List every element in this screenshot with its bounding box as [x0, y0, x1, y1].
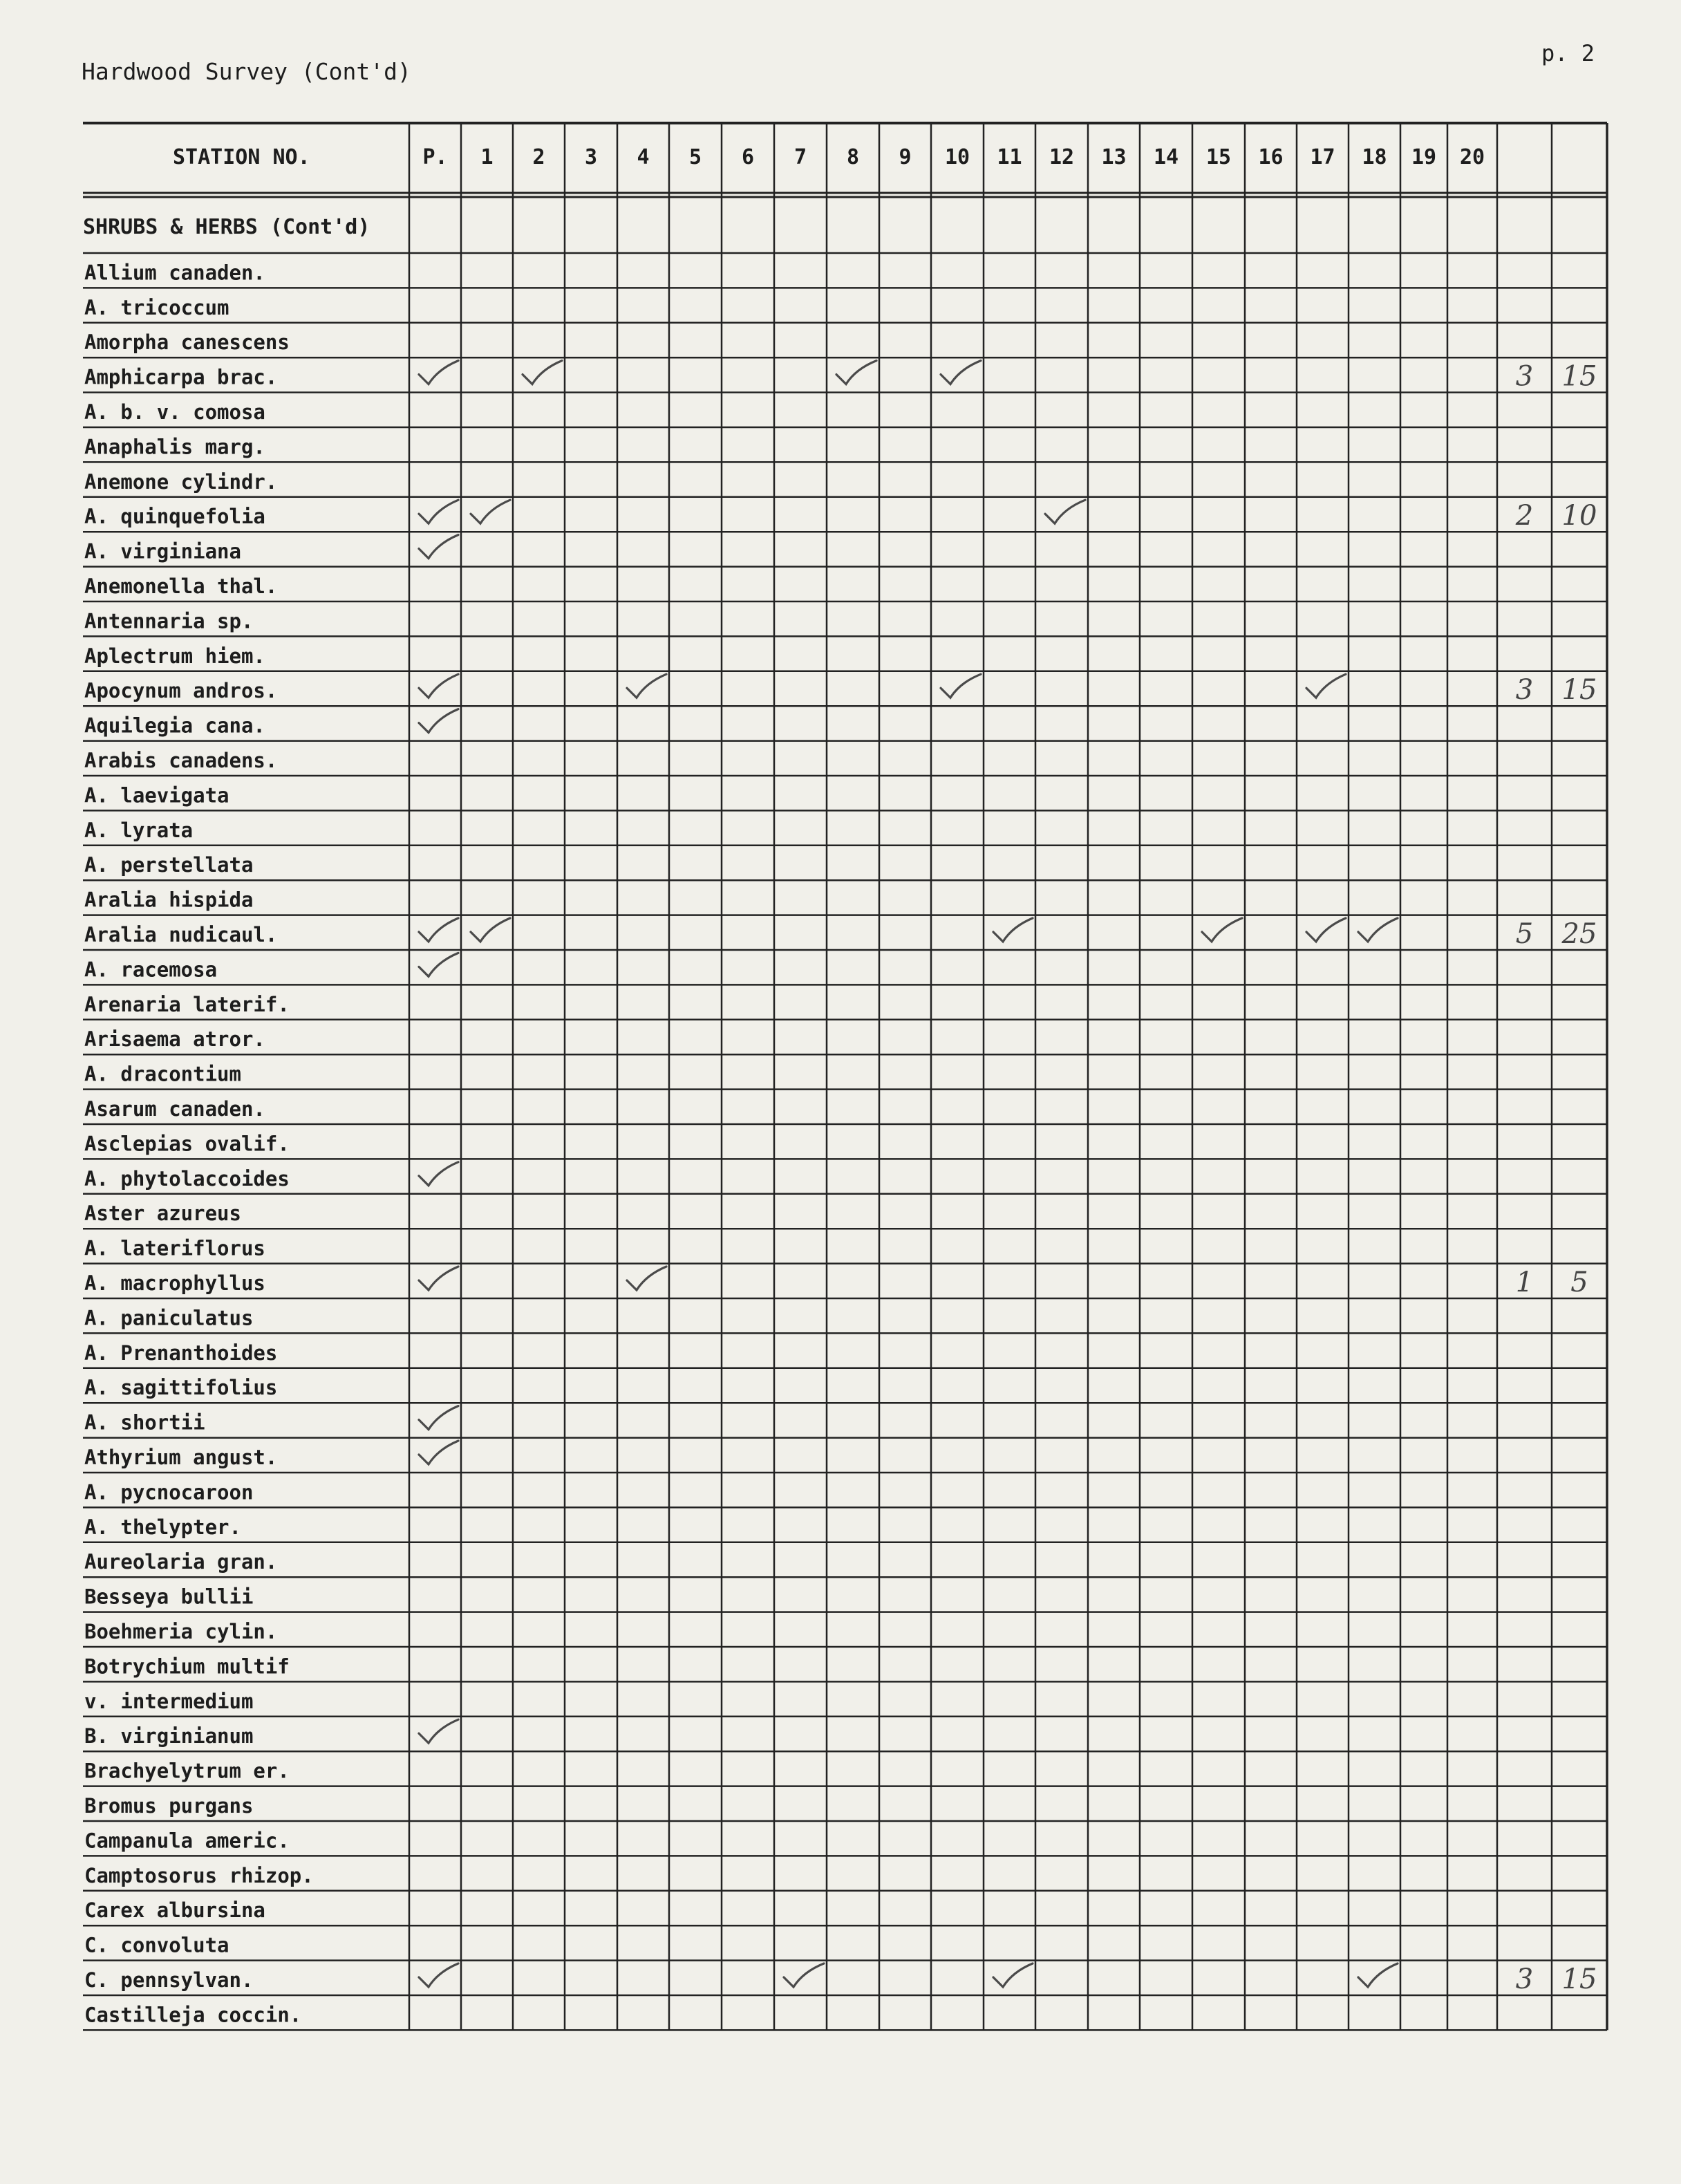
species-label: A. quinquefolia: [84, 505, 265, 529]
column-header-7: 7: [793, 145, 807, 169]
check-mark: [419, 535, 458, 559]
column-header-p: P.: [422, 145, 448, 169]
column-header-14: 14: [1153, 145, 1179, 169]
check-mark: [993, 1963, 1033, 1987]
species-label: A. lateriflorus: [84, 1236, 265, 1260]
species-label: A. pycnocaroon: [84, 1480, 254, 1504]
frequency-percent: 5: [1570, 1267, 1588, 1298]
column-header-17: 17: [1310, 145, 1335, 169]
species-label: Botrychium multif: [84, 1654, 290, 1679]
species-label: Aquilegia cana.: [84, 713, 265, 738]
column-header-9: 9: [899, 145, 912, 169]
species-label: A. b. v. comosa: [84, 400, 265, 424]
column-header-20: 20: [1459, 145, 1485, 169]
species-label: C. convoluta: [84, 1933, 229, 1957]
species-label: A. dracontium: [84, 1062, 241, 1086]
species-label: Aureolaria gran.: [84, 1550, 278, 1574]
species-label: Amphicarpa brac.: [84, 365, 278, 389]
check-mark: [419, 709, 458, 733]
table-grid-lines: [83, 123, 1607, 2030]
station-count: 3: [1515, 360, 1534, 393]
species-label: Besseya bullii: [84, 1585, 254, 1609]
column-header-3: 3: [584, 145, 598, 169]
species-label: Camptosorus rhizop.: [84, 1863, 314, 1887]
column-header-6: 6: [741, 145, 755, 169]
column-header-2: 2: [532, 145, 545, 169]
species-label: Boehmeria cylin.: [84, 1620, 278, 1643]
species-label: A. Prenanthoides: [84, 1341, 278, 1365]
check-mark: [784, 1963, 824, 1987]
check-mark: [419, 1267, 458, 1290]
check-mark: [419, 500, 458, 523]
station-count: 5: [1515, 918, 1534, 950]
station-count: 2: [1515, 500, 1534, 532]
check-mark: [419, 1406, 458, 1430]
check-mark: [1306, 918, 1346, 942]
check-mark: [941, 361, 981, 384]
check-mark: [471, 500, 510, 523]
column-header-1: 1: [480, 145, 494, 169]
station-header: STATION NO.: [173, 145, 310, 169]
station-count: 3: [1515, 674, 1534, 707]
frequency-percent: 15: [1561, 1963, 1597, 1995]
check-mark: [419, 918, 458, 942]
check-mark: [627, 674, 666, 698]
column-header-10: 10: [944, 145, 970, 169]
species-label: A. sagittifolius: [84, 1376, 278, 1400]
section-label: SHRUBS & HERBS (Cont'd): [83, 215, 370, 239]
row-totals: [1515, 361, 1597, 1995]
check-mark: [419, 674, 458, 698]
species-label: Anemone cylindr.: [84, 469, 278, 494]
species-label: A. racemosa: [84, 958, 218, 982]
document-title: Hardwood Survey (Cont'd): [82, 58, 411, 85]
page-number: p. 2: [1541, 40, 1595, 66]
check-mark: [419, 1963, 458, 1987]
species-label: C. pennsylvan.: [84, 1968, 254, 1992]
species-label: Arisaema atror.: [84, 1027, 265, 1052]
species-label: Allium canaden.: [84, 261, 265, 285]
species-label: Aralia hispida: [84, 888, 254, 912]
column-header-15: 15: [1205, 145, 1232, 169]
frequency-percent: 15: [1561, 360, 1597, 393]
frequency-percent: 25: [1561, 918, 1597, 950]
species-label: A. macrophyllus: [84, 1271, 265, 1295]
column-header-5: 5: [688, 145, 702, 169]
column-header-19: 19: [1411, 145, 1437, 169]
species-label: Aplectrum hiem.: [84, 644, 265, 668]
species-label: Athyrium angust.: [84, 1446, 278, 1469]
species-label: Arabis canadens.: [84, 749, 278, 772]
species-label: Apocynum andros.: [84, 679, 278, 703]
species-label: A. phytolaccoides: [84, 1166, 290, 1191]
species-label: Aralia nudicaul.: [84, 923, 278, 946]
check-mark: [1358, 1963, 1398, 1987]
species-label: Anemonella thal.: [84, 575, 278, 598]
station-count: 3: [1515, 1963, 1534, 1995]
check-mark: [471, 918, 510, 942]
check-mark: [1306, 674, 1346, 698]
species-label: Antennaria sp.: [84, 609, 254, 633]
column-headers: [422, 145, 1485, 169]
column-header-18: 18: [1362, 145, 1387, 169]
column-header-12: 12: [1049, 145, 1075, 169]
column-header-4: 4: [637, 145, 650, 169]
species-label: A. lyrata: [84, 818, 194, 842]
check-mark: [993, 918, 1033, 942]
species-labels: [84, 261, 314, 2026]
species-label: B. virginianum: [84, 1724, 254, 1748]
frequency-percent: 15: [1561, 674, 1597, 707]
check-mark: [941, 674, 981, 698]
species-label: Castilleja coccin.: [84, 2003, 302, 2027]
species-label: A. shortii: [84, 1410, 205, 1435]
check-mark: [1202, 918, 1242, 942]
species-label: Asarum canaden.: [84, 1097, 265, 1121]
station-count: 1: [1515, 1267, 1534, 1298]
check-mark: [523, 361, 562, 384]
species-label: Campanula americ.: [84, 1829, 290, 1853]
species-label: Brachyelytrum er.: [84, 1759, 290, 1783]
species-label: v. intermedium: [84, 1689, 254, 1713]
check-mark: [627, 1267, 666, 1290]
check-mark: [419, 1719, 458, 1743]
species-label: Amorpha canescens: [84, 330, 290, 355]
column-header-11: 11: [997, 145, 1022, 169]
check-mark: [1358, 918, 1398, 942]
species-label: Asclepias ovalif.: [84, 1132, 290, 1156]
species-label: Carex albursina: [84, 1898, 265, 1923]
frequency-percent: 10: [1561, 500, 1597, 532]
species-label: A. tricoccum: [84, 295, 229, 319]
column-header-13: 13: [1101, 145, 1127, 169]
check-mark: [419, 953, 458, 976]
species-label: A. perstellata: [84, 853, 254, 877]
column-header-16: 16: [1258, 145, 1284, 169]
species-label: Bromus purgans: [84, 1794, 254, 1818]
species-label: Anaphalis marg.: [84, 435, 265, 459]
check-mark: [419, 1441, 458, 1464]
check-mark: [1045, 500, 1085, 523]
species-label: A. paniculatus: [84, 1306, 254, 1330]
check-mark: [836, 361, 876, 384]
species-label: A. thelypter.: [84, 1515, 241, 1539]
check-mark: [419, 361, 458, 384]
column-header-8: 8: [846, 145, 860, 169]
species-label: A. virginiana: [84, 539, 241, 563]
species-label: Aster azureus: [84, 1202, 241, 1226]
check-mark: [419, 1162, 458, 1186]
species-label: A. laevigata: [84, 783, 229, 808]
species-label: Arenaria laterif.: [84, 992, 290, 1016]
check-marks: [419, 361, 1398, 1987]
